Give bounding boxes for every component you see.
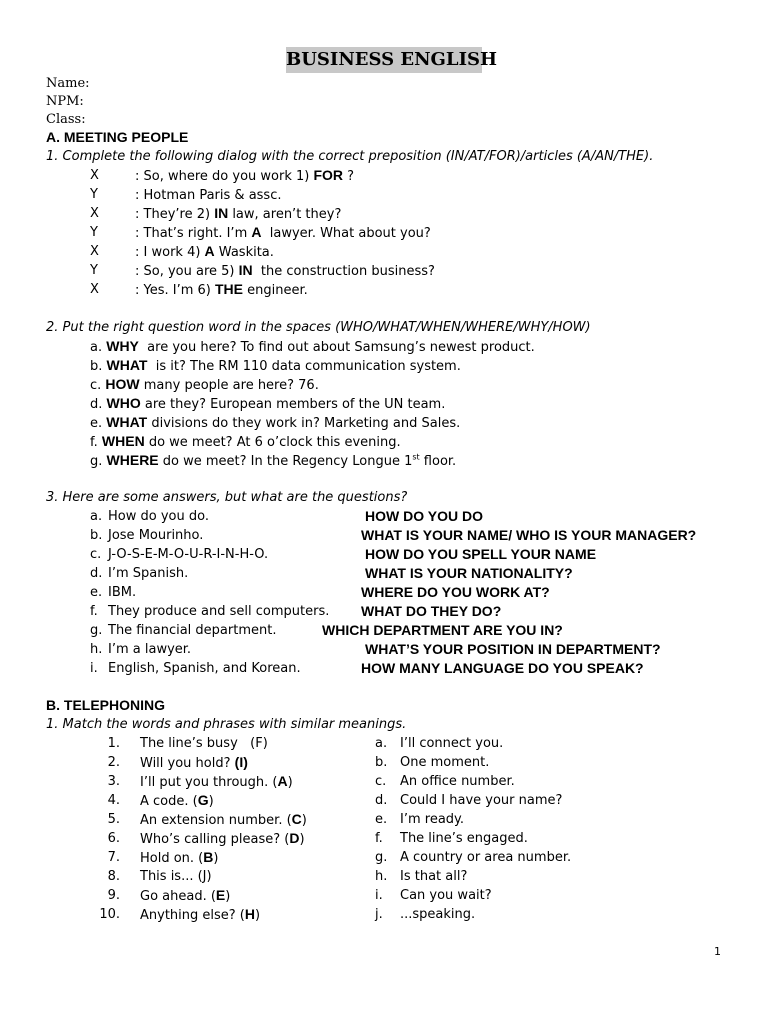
paren-close: ) — [299, 832, 305, 847]
dialog-post: ? — [343, 169, 355, 184]
option-text: The line’s engaged. — [400, 831, 528, 846]
question-text — [90, 432, 401, 452]
section-a-heading: A. MEETING PEOPLE — [46, 129, 189, 145]
option-letter: b. — [375, 755, 388, 770]
phrase-text: This is... (J) — [140, 869, 212, 884]
answer-item — [0, 602, 768, 621]
answer-item — [0, 564, 768, 583]
paren-close: ) — [208, 794, 214, 809]
match-answer: D — [289, 830, 300, 846]
option-text: Can you wait? — [400, 888, 492, 903]
option-letter: i. — [375, 888, 383, 903]
dialog-text — [135, 261, 435, 281]
filled-answer: THE — [215, 281, 243, 297]
match-answer: E — [215, 887, 226, 903]
match-answer: B — [203, 849, 214, 865]
q1-instruction: 1. Complete the following dialog with the correct preposition (IN/AT/FOR)/articles (A/AN/THE). — [46, 149, 654, 164]
speaker-label: Y — [90, 225, 98, 240]
given-answer: J-O-S-E-M-O-U-R-I-N-H-O. — [108, 547, 269, 562]
phrase — [140, 791, 214, 811]
match-row — [0, 734, 768, 753]
document-title: BUSINESS ENGLISH — [286, 47, 482, 73]
dialog-post: lawyer. What about you? — [261, 226, 431, 241]
dialog-pre: : That’s right. I’m — [135, 226, 252, 241]
dialog-pre: : So, where do you work 1) — [135, 169, 314, 184]
match-answer: C — [291, 811, 302, 827]
question-rest: do we meet? At 6 o’clock this evening. — [144, 435, 401, 450]
given-answer: The financial department. — [108, 623, 277, 638]
item-number: 9. — [107, 888, 120, 903]
option-text: An office number. — [400, 774, 515, 789]
option-letter: d. — [375, 793, 388, 808]
dialog-line — [0, 261, 768, 280]
question-item — [0, 394, 768, 413]
dialog-line — [0, 185, 768, 204]
b1-instruction: 1. Match the words and phrases with similar meanings. — [46, 717, 407, 732]
paren-close: ) — [255, 908, 261, 923]
dialog-text — [135, 242, 274, 262]
item-letter: d. — [90, 397, 107, 412]
written-question: WHAT’S YOUR POSITION IN DEPARTMENT? — [365, 641, 661, 657]
filled-answer: IN — [214, 205, 229, 221]
item-letter: g. — [90, 454, 107, 469]
dialog-post: Waskita. — [214, 245, 274, 260]
written-question: WHAT IS YOUR NAME/ WHO IS YOUR MANAGER? — [361, 527, 697, 543]
filled-answer: IN — [238, 262, 253, 278]
phrase-text: I’ll put you through. ( — [140, 775, 278, 790]
dialog-text — [135, 204, 341, 224]
written-question: WHERE DO YOU WORK AT? — [361, 584, 550, 600]
match-row — [0, 753, 768, 772]
question-text — [90, 356, 461, 376]
written-question: HOW DO YOU SPELL YOUR NAME — [365, 546, 597, 562]
given-answer: They produce and sell computers. — [108, 604, 330, 619]
question-rest: divisions do they work in? Marketing and Sales. — [147, 416, 461, 431]
phrase — [140, 867, 212, 886]
question-item — [0, 451, 768, 470]
given-answer: English, Spanish, and Korean. — [108, 661, 301, 676]
answer-item — [0, 640, 768, 659]
item-number: 10. — [99, 907, 120, 922]
phrase-text: An extension number. ( — [140, 813, 292, 828]
question-text — [90, 413, 460, 433]
phrase — [140, 753, 248, 773]
paren-close: ) — [301, 813, 307, 828]
item-letter: e. — [90, 585, 103, 600]
dialog-line — [0, 204, 768, 223]
dialog-line — [0, 166, 768, 185]
filled-answer: WHAT — [106, 357, 148, 373]
item-letter: b. — [90, 528, 103, 543]
option-text: I’m ready. — [400, 812, 465, 827]
phrase-text: Hold on. ( — [140, 851, 204, 866]
match-answer: A — [277, 773, 288, 789]
match-row — [0, 791, 768, 810]
dialog-line — [0, 223, 768, 242]
phrase — [140, 772, 293, 792]
item-letter: b. — [90, 359, 107, 374]
phrase-text: A code. ( — [140, 794, 198, 809]
speaker-label: X — [90, 168, 99, 183]
option-letter: h. — [375, 869, 388, 884]
answer-item — [0, 507, 768, 526]
phrase-text: Will you hold? — [140, 756, 235, 771]
question-rest: is it? The RM 110 data communication system. — [147, 359, 461, 374]
filled-answer: WHAT — [106, 414, 148, 430]
option-text: ...speaking. — [400, 907, 476, 922]
item-number: 2. — [107, 755, 120, 770]
given-answer: I’m Spanish. — [108, 566, 189, 581]
q3-instruction: 3. Here are some answers, but what are the questions? — [46, 490, 408, 505]
filled-answer: HOW — [105, 376, 140, 392]
option-letter: j. — [375, 907, 383, 922]
item-letter: f. — [90, 604, 98, 619]
question-item — [0, 375, 768, 394]
written-question: WHAT DO THEY DO? — [361, 603, 502, 619]
speaker-label: Y — [90, 263, 98, 278]
option-text: Could I have your name? — [400, 793, 563, 808]
given-answer: I’m a lawyer. — [108, 642, 192, 657]
paren-close: ) — [225, 889, 231, 904]
answer-item — [0, 526, 768, 545]
option-text: A country or area number. — [400, 850, 572, 865]
written-question: HOW MANY LANGUAGE DO YOU SPEAK? — [361, 660, 644, 676]
dialog-line — [0, 242, 768, 261]
item-letter: d. — [90, 566, 103, 581]
match-row — [0, 829, 768, 848]
match-row — [0, 810, 768, 829]
dialog-text — [135, 280, 308, 300]
match-answer: H — [244, 906, 256, 922]
match-answer: (I) — [234, 754, 248, 770]
page-number: 1 — [714, 945, 721, 958]
answer-item — [0, 583, 768, 602]
question-text — [90, 451, 456, 471]
item-number: 7. — [107, 850, 120, 865]
option-text: I’ll connect you. — [400, 736, 504, 751]
match-answer: G — [197, 792, 209, 808]
phrase-text: Who’s calling please? ( — [140, 832, 290, 847]
filled-answer: FOR — [313, 167, 344, 183]
match-row — [0, 848, 768, 867]
item-number: 3. — [107, 774, 120, 789]
dialog-pre: : They’re 2) — [135, 207, 215, 222]
dialog-text — [135, 166, 354, 186]
filled-answer: A — [251, 224, 262, 240]
question-text — [90, 375, 319, 395]
written-question: HOW DO YOU DO — [365, 508, 483, 524]
item-letter: c. — [90, 378, 106, 393]
item-letter: h. — [90, 642, 103, 657]
phrase — [140, 829, 305, 849]
option-text: One moment. — [400, 755, 490, 770]
filled-answer: WHY — [106, 338, 139, 354]
question-rest: many people are here? 76. — [139, 378, 319, 393]
item-letter: a. — [90, 509, 103, 524]
phrase-text: The line’s busy (F) — [140, 736, 268, 751]
question-rest: do we meet? In the Regency Longue 1 — [158, 454, 413, 469]
phrase-text: Anything else? ( — [140, 908, 245, 923]
phrase — [140, 734, 268, 753]
phrase — [140, 886, 230, 906]
item-number: 1. — [107, 736, 120, 751]
item-letter: e. — [90, 416, 107, 431]
given-answer: How do you do. — [108, 509, 209, 524]
class-field-label: Class: — [46, 112, 86, 127]
phrase — [140, 848, 218, 868]
dialog-post: law, aren’t they? — [228, 207, 342, 222]
filled-answer: WHEN — [101, 433, 145, 449]
npm-field-label: NPM: — [46, 94, 84, 109]
answer-item — [0, 621, 768, 640]
question-item — [0, 337, 768, 356]
speaker-label: Y — [90, 187, 98, 202]
item-number: 5. — [107, 812, 120, 827]
answer-item — [0, 659, 768, 678]
dialog-pre: : I work 4) — [135, 245, 205, 260]
phrase — [140, 905, 260, 925]
question-text — [90, 394, 445, 414]
q2-instruction: 2. Put the right question word in the spaces (WHO/WHAT/WHEN/WHERE/WHY/HOW) — [46, 320, 591, 335]
given-answer: IBM. — [108, 585, 137, 600]
item-letter: a. — [90, 340, 107, 355]
filled-answer: WHO — [106, 395, 141, 411]
dialog-text — [135, 185, 282, 205]
match-row — [0, 905, 768, 924]
item-letter: g. — [90, 623, 103, 638]
phrase — [140, 810, 307, 830]
question-rest: are they? European members of the UN team. — [140, 397, 446, 412]
written-question: WHAT IS YOUR NATIONALITY? — [365, 565, 573, 581]
written-question: WHICH DEPARTMENT ARE YOU IN? — [322, 622, 563, 638]
dialog-text — [135, 223, 431, 243]
item-number: 8. — [107, 869, 120, 884]
given-answer: Jose Mourinho. — [108, 528, 204, 543]
option-letter: e. — [375, 812, 388, 827]
question-item — [0, 432, 768, 451]
paren-close: ) — [213, 851, 219, 866]
question-text — [90, 337, 535, 357]
speaker-label: X — [90, 244, 99, 259]
question-rest: are you here? To find out about Samsung’s newest product. — [138, 340, 535, 355]
paren-close: ) — [287, 775, 293, 790]
match-row — [0, 867, 768, 886]
dialog-pre: : Hotman Paris & assc. — [135, 188, 282, 203]
dialog-pre: : Yes. I’m 6) — [135, 283, 215, 298]
speaker-label: X — [90, 282, 99, 297]
phrase-text: Go ahead. ( — [140, 889, 216, 904]
item-number: 4. — [107, 793, 120, 808]
item-letter: c. — [90, 547, 102, 562]
dialog-pre: : So, you are 5) — [135, 264, 239, 279]
filled-answer: WHERE — [106, 452, 159, 468]
option-text: Is that all? — [400, 869, 468, 884]
option-letter: a. — [375, 736, 388, 751]
speaker-label: X — [90, 206, 99, 221]
option-letter: c. — [375, 774, 387, 789]
question-rest-end: floor. — [419, 454, 457, 469]
item-letter: i. — [90, 661, 98, 676]
section-b-heading: B. TELEPHONING — [46, 697, 166, 713]
item-number: 6. — [107, 831, 120, 846]
option-letter: f. — [375, 831, 383, 846]
match-row — [0, 772, 768, 791]
dialog-line — [0, 280, 768, 299]
filled-answer: A — [204, 243, 215, 259]
question-item — [0, 413, 768, 432]
answer-item — [0, 545, 768, 564]
option-letter: g. — [375, 850, 388, 865]
item-letter: f. — [90, 435, 102, 450]
superscript: st — [412, 452, 420, 462]
question-item — [0, 356, 768, 375]
name-field-label: Name: — [46, 76, 90, 91]
match-row — [0, 886, 768, 905]
dialog-post: the construction business? — [252, 264, 435, 279]
dialog-post: engineer. — [243, 283, 308, 298]
